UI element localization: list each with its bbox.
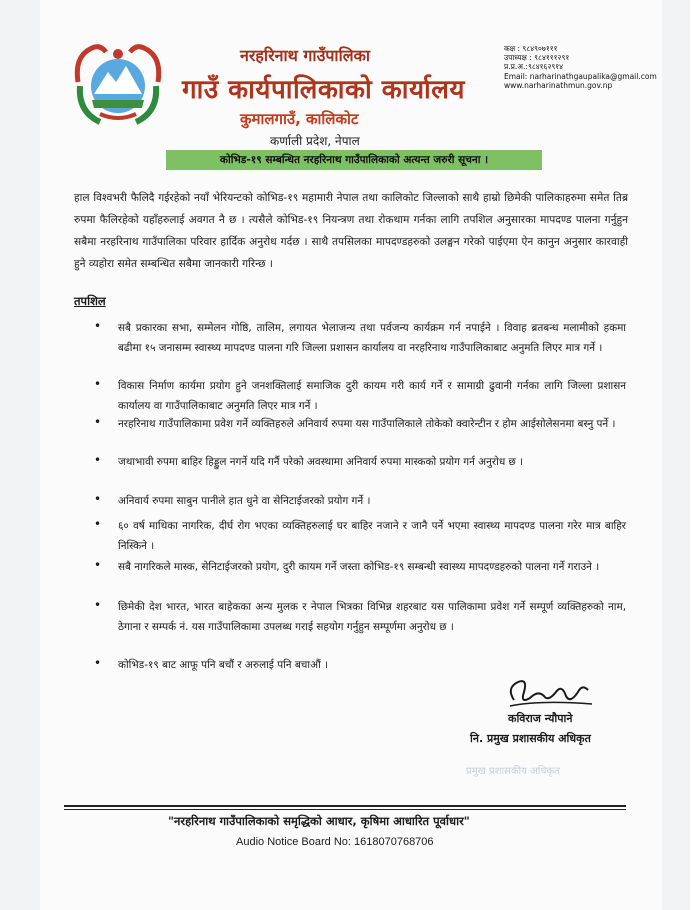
list-item-text: सबै प्रकारका सभा, सम्मेलन गोष्ठि, तालिम, लगायत भेलाजन्य तथा पर्वजन्य कार्यक्रम गर्न नपाईने । विवाह ब्रतबन्ध मलामीको हकमा बढीमा १५ जनासम्म स्वास्थ्य मापदण्ड पालना गरि जिल्ला प्रशासन कार्यालय वा नरहरिनाथ गाउँपालिकाबाट अनुमति लिएर मात्र गर्ने । — [118, 322, 626, 354]
office-address: कुमालगाउँ, कालिकोट — [240, 110, 359, 128]
list-item-text: अनिवार्य रुपमा साबुन पानीले हात धुने वा सेनिटाईजरको प्रयोग गर्ने । — [118, 495, 371, 507]
signer-title: नि. प्रमुख प्रशासकीय अधिकृत — [470, 732, 591, 745]
bullet-icon: • — [94, 319, 102, 333]
office-stamp: प्रमुख प्रशासकीय अधिकृत — [466, 766, 560, 777]
province-line: कर्णाली प्रदेश, नेपाल — [270, 134, 360, 148]
bullet-icon: • — [94, 415, 102, 429]
notice-banner: कोभिड-१९ सम्बन्धित नरहरिनाथ गाउँपालिकाको अत्यन्त जरुरी सूचना । — [166, 150, 542, 170]
office-title: गाउँ कार्यपालिकाको कार्यालय — [182, 75, 465, 105]
footer-divider — [64, 809, 626, 810]
footer-slogan: "नरहरिनाथ गाउँपालिकाको समृद्धिको आधार, कृषिमा आधारित पूर्वाधार" — [168, 814, 470, 828]
contact-block — [504, 44, 657, 90]
footer-divider — [64, 805, 626, 807]
contact-website[interactable]: www.narharinathmun.gov.np — [504, 80, 613, 90]
municipality-emblem-icon — [70, 42, 166, 126]
bullet-icon: • — [94, 377, 102, 391]
list-item-text: जथाभावी रुपमा बाहिर हिड्डुल नगर्ने यदि गर्नै परेको अवस्थामा अनिवार्य रुपमा मास्कको प्रयोग गर्न अनुरोध छ । — [118, 456, 524, 468]
bullet-icon: • — [94, 598, 102, 612]
intro-paragraph: हाल विश्वभरी फैलिदै गईरहेको नयाँ भेरियन्टको कोभिड-१९ महामारी नेपाल तथा कालिकोट जिल्लाको साथै हाम्रो छिमेकी पालिकाहरुमा समेत तिब्र रुपमा फैलिरहेको यहाँहरुलाई अवगत नै छ । त्यसैले कोभिड-१९ नियन्त्रण तथा रोकथाम गर्नका लागि तपशिल अनुसारका मापदण्ड पालना गर्नुहुन सबैमा नरहरिनाथ गाउँपालिका परिवार हार्दिक अनुरोध गर्दछ । साथै तपसिलका मापदण्डहरुको उलङ्घन गरेको पाईएमा ऐन कानुन अनुसार कारवाही हुने व्यहोरा समेत सम्बन्धित सबैमा जानकारी गरिन्छ । — [74, 192, 628, 270]
municipality-name: नरहरिनाथ गाउँपालिका — [240, 46, 371, 65]
bullet-icon: • — [94, 492, 102, 506]
bullet-icon: • — [94, 453, 102, 467]
list-item-text: विकास निर्माण कार्यमा प्रयोग हुने जनशक्तिलाई समाजिक दुरी कायम गरी कार्य गर्ने र सामाग्री ढुवानी गर्नका लागि जिल्ला प्रशासन कार्यालय वा गाउँपालिकाबाट अनुमति लिएर मात्र गर्ने । — [118, 380, 626, 412]
signature-icon — [500, 670, 600, 714]
page-edge — [690, 0, 696, 910]
list-item-text: नरहरिनाथ गाउँपालिकामा प्रवेश गर्ने व्यक्तिहरुले अनिवार्य रुपमा यस गाउँपालिकाले तोकेको क्वारेन्टीन र होम आईसोलेसनमा बस्नु पर्ने । — [118, 418, 616, 430]
bullet-icon: • — [94, 517, 102, 531]
signer-name: कविराज न्यौपाने — [508, 712, 573, 725]
contact-line: प्र.प्र.अ.:९८४१६२९१४ — [504, 62, 564, 72]
list-item-text: कोभिड-१९ बाट आफू पनि बचौं र अरुलाई पनि बचाऔं । — [118, 659, 328, 671]
contact-line: कक्ष : ९८४९०७१११ — [504, 44, 558, 53]
contact-email[interactable]: Email: narharinathgaupalika@gmail.com — [504, 71, 657, 81]
list-heading: तपशिल — [74, 294, 106, 308]
list-item-text: छिमेकी देश भारत, भारत बाहेकका अन्य मुलक र नेपाल भित्रका विभिन्न शहरबाट यस पालिकामा प्रवेश गर्ने सम्पूर्ण व्यक्तिहरुको नाम, ठेगाना र सम्पर्क नं. यस गाउँपालिकामा उपलब्ध गराई सहयोग गर्नुहुन सम्पूर्णमा अनुरोध छ । — [118, 601, 626, 633]
bullet-icon: • — [94, 656, 102, 670]
list-item-text: ६० वर्ष माथिका नागरिक, दीर्घ रोग भएका व्यक्तिहरुलाई घर बाहिर नजाने र जानै पर्ने भएमा स्वास्थ्य मापदण्ड पालना गरेर मात्र बाहिर निस्किने । — [118, 520, 626, 552]
audio-notice-board: Audio Notice Board No: 1618070768706 — [236, 836, 434, 848]
bullet-icon: • — [94, 558, 102, 572]
list-item-text: सबै नागरिकले मास्क, सेनिटाईजरको प्रयोग, दुरी कायम गर्ने जस्ता कोभिड-१९ सम्बन्धी स्वास्थ्य मापदण्डहरुको पालना गर्ने गराउने । — [118, 561, 600, 573]
contact-line: उपाध्यक्ष : ९८४१११२९१ — [504, 53, 570, 63]
